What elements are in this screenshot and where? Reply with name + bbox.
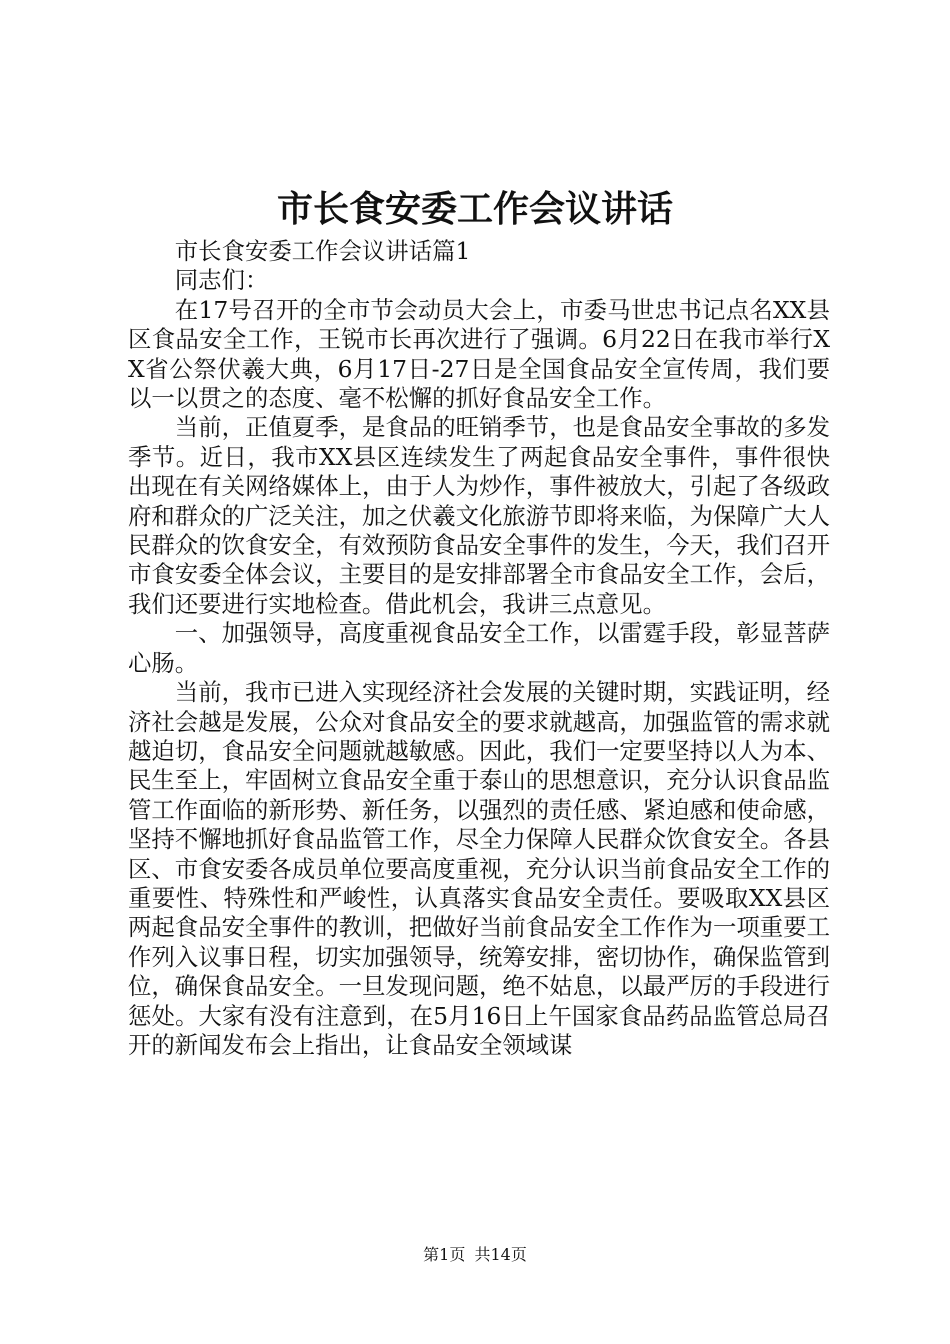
salutation-paragraph: 同志们： <box>174 266 269 295</box>
section-heading-paragraph: 一、加强领导，高度重视食品安全工作，以雷霆手段，彰显菩萨心肠。 <box>128 619 830 677</box>
page-footer <box>0 1244 950 1266</box>
body-paragraph: 当前，正值夏季，是食品的旺销季节，也是食品安全事故的多发季节。近日，我市XX县区连续发生了两起食品安全事件，事件很快出现在有关网络媒体上，由于人为炒作，事件被放大，引起了各级政府和群众的广泛关注，加之伏羲文化旅游节即将来临，为保障广大人民群众的饮食安全，有效预防食品安全事件的发生，今天，我们召开市食安委全体会议，主要目的是安排部署全市食品安全工作，会后，我们还要进行实地检查。借此机会，我讲三点意见。 <box>128 413 830 618</box>
page-total: 共14页 <box>474 1245 527 1264</box>
page-number: 第1页 <box>423 1245 466 1264</box>
body-paragraph: 当前，我市已进入实现经济社会发展的关键时期，实践证明，经济社会越是发展，公众对食品安全的要求就越高，加强监管的需求就越迫切，食品安全问题就越敏感。因此，我们一定要坚持以人为本、民生至上，牢固树立食品安全重于泰山的思想意识，充分认识食品监管工作面临的新形势、新任务，以强烈的责任感、紧迫感和使命感，坚持不懈地抓好食品监管工作，尽全力保障人民群众饮食安全。各县区、市食安委各成员单位要高度重视，充分认识当前食品安全工作的重要性、特殊性和严峻性，认真落实食品安全责任。要吸取XX县区两起食品安全事件的教训，把做好当前食品安全工作作为一项重要工作列入议事日程，切实加强领导，统筹安排，密切协作，确保监管到位，确保食品安全。一旦发现问题，绝不姑息，以最严厉的手段进行惩处。大家有没有注意到，在5月16日上午国家食品药品监管总局召开的新闻发布会上指出，让食品安全领域谋 <box>128 678 830 1059</box>
document-title: 市长食安委工作会议讲话 <box>276 189 673 230</box>
body-paragraph: 在17号召开的全市节会动员大会上，市委马世忠书记点名XX县区食品安全工作，王锐市长再次进行了强调。6月22日在我市举行XX省公祭伏羲大典，6月17日-27日是全国食品安全宣传周，我们要以一以贯之的态度、毫不松懈的抓好食品安全工作。 <box>128 295 830 413</box>
subtitle-paragraph: 市长食安委工作会议讲话篇1 <box>174 237 471 265</box>
document-body <box>128 237 830 1060</box>
